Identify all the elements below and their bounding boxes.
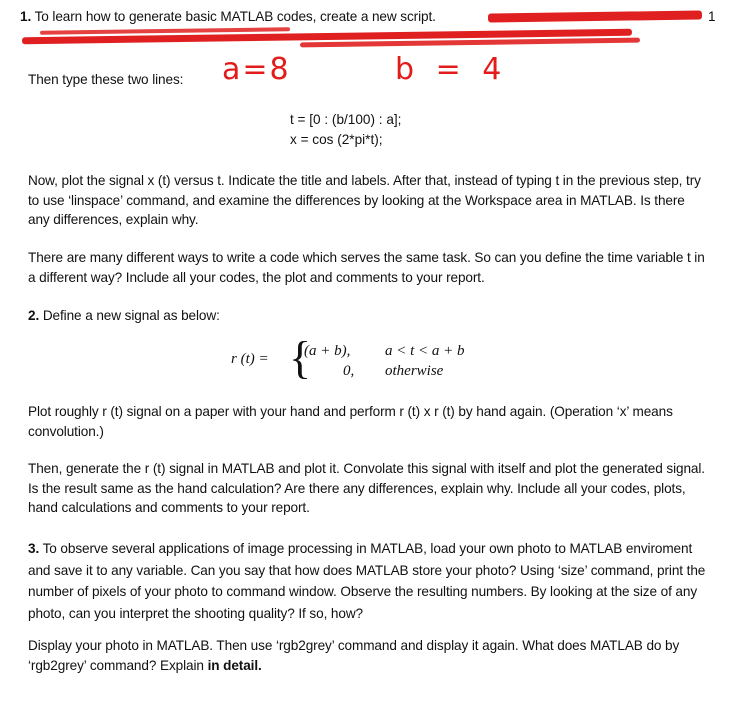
q3-paragraph-2 [28,636,708,675]
handwritten-b: b = 4 [395,52,508,87]
q1-paragraph-1: Now, plot the signal x (t) versus t. Indicate the title and labels. After that, instead of typing t in the previous step, try to use ‘linspace’ command, and examine the differences by looking at the Workspace area in MATLAB. Is there any differences, explain why. [28,173,701,227]
equation-lhs: r (t) = [231,351,269,367]
q2-paragraph-1: Plot roughly r (t) signal on a paper with your hand and perform r (t) x r (t) by hand again. (Operation ‘x’ means convolution.) [28,404,673,439]
q1-paragraph-2: There are many different ways to write a code which serves the same task. So can you define the time variable t in a different way? Include all your codes, the plot and comments to your report. [28,250,705,285]
case1-condition: a < t < a + b [385,343,465,359]
q3-number: 3. [28,541,40,556]
q3-text-2: Display your photo in MATLAB. Then use ‘rgb2grey’ command and display it again. What does MATLAB do by ‘rgb2grey’ command? Explain [28,638,680,673]
q2-heading [28,306,220,326]
q1-redacted-tail: 1 [708,9,716,24]
q1-number: 1. [20,9,32,24]
type-lines-label: Then type these two lines: [28,72,184,87]
handwritten-a: a=8 [222,52,291,87]
equation-brace: { [289,332,312,383]
q3-paragraph-1 [28,538,708,624]
q2-paragraph-2: Then, generate the r (t) signal in MATLAB and plot it. Convolate this signal with itself and plot the generated signal. Is the result same as the hand calculation? Are there any differences, explain why. Include all your codes, plots, hand calculations and comments to your report. [28,461,705,515]
q3-text-1: To observe several applications of image processing in MATLAB, load your own photo to MATLAB enviroment and save it to any variable. Can you say that how does MATLAB store your photo? Using ‘size’ command, print the number of pixels of your photo to command window. Observe the resulting numbers. By looking at the size of any photo, can you interpret the shooting quality? If so, how? [28,541,706,621]
q2-intro: Define a new signal as below: [42,308,220,323]
q1-line1: To learn how to generate basic MATLAB codes, create a new script. [34,9,436,24]
case1-value: (a + b), [304,343,351,359]
case2-condition: otherwise [385,363,444,379]
code-line-1: t = [0 : (b/100) : a]; [290,112,402,127]
code-line-2: x = cos (2*pi*t); [290,132,383,147]
q3-bold-ending: in detail. [207,657,262,673]
q2-number: 2. [28,308,40,323]
case2-value: 0, [343,363,355,379]
